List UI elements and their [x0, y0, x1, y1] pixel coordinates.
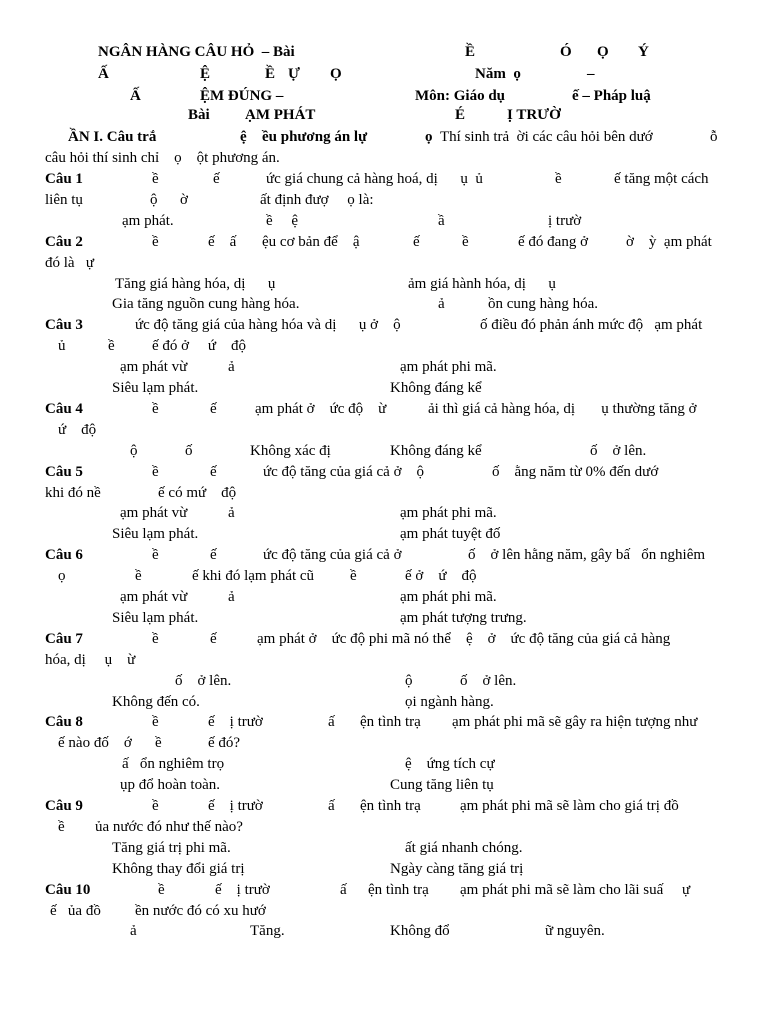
question-text: ề: [462, 234, 469, 250]
question-text: ố điều đó phản ánh mức độ ạm phát: [480, 317, 703, 333]
question-text: ấ: [340, 882, 347, 898]
question-text: ức độ tăng của giá cả ở ộ: [263, 464, 425, 480]
question-label: Câu 3: [45, 317, 83, 333]
part1-title-frag: ệ: [240, 129, 247, 145]
question-text: ện tình trạ: [360, 714, 421, 730]
question-text: ả: [228, 505, 235, 521]
question-text: Không xác đị: [250, 443, 331, 459]
question-text: ủ: [58, 338, 66, 354]
question-text: ức độ tăng giá của hàng hóa và dị ụ ở ộ: [135, 317, 401, 333]
question-text: ọi ngành hàng.: [405, 694, 494, 710]
question-text: ố: [185, 443, 193, 459]
question-text: ạm phát phi mã.: [400, 589, 497, 605]
question-text: ề: [152, 798, 159, 814]
question-text: ế ị trườ: [208, 714, 263, 730]
question-text: ả: [130, 923, 137, 939]
question-text: ạm phát vừ: [120, 589, 188, 605]
question-text: ả: [228, 589, 235, 605]
question-text: ố ở lên.: [590, 443, 647, 459]
lesson-subtitle: Ị TRƯỜ: [507, 107, 561, 123]
question-text: ố ở lên.: [460, 673, 517, 689]
question-text: ế đó?: [208, 735, 241, 751]
question-text: đó là ự: [45, 255, 94, 271]
question-text: Siêu lạm phát.: [112, 380, 199, 396]
header-frag: Ề: [265, 66, 276, 82]
question-text: ảm giá hành hóa, dị ụ: [408, 276, 556, 292]
question-text: ế ấ: [208, 234, 237, 250]
part1-instructions-line2: câu hỏi thí sinh chỉ ọ ột phương án.: [45, 150, 280, 166]
question-text: ề: [152, 401, 159, 417]
question-text: Ngày càng tăng giá trị: [390, 861, 524, 877]
header-frag: É: [455, 107, 466, 123]
question-text: ị trườ: [548, 213, 582, 229]
question-text: ạm phát tuyệt đố: [400, 526, 501, 542]
part1-instructions-frag: ỗ: [710, 129, 718, 145]
question-text: ế có mứ độ: [158, 485, 237, 501]
question-text: Cung tăng liên tụ: [390, 777, 494, 793]
question-text: Không đến có.: [112, 694, 200, 710]
header-frag: Ệ: [200, 66, 211, 82]
question-text: ện tình trạ: [368, 882, 429, 898]
question-text: ọ: [58, 568, 66, 584]
question-text: ộ: [405, 673, 413, 689]
question-text: ải thì giá cả hàng hóa, dị ụ thường tăng ở: [428, 401, 697, 417]
question-text: ế: [210, 547, 217, 563]
question-text: ệu cơ bản để ậ: [262, 234, 360, 250]
question-text: ạm phát tượng trưng.: [400, 610, 527, 626]
question-text: ế nào đố ớ: [58, 735, 132, 751]
question-text: ạm phát vừ: [120, 505, 188, 521]
question-text: Không đáng kể: [390, 380, 482, 396]
question-label: Câu 4: [45, 401, 83, 417]
question-text: ầ: [438, 213, 445, 229]
question-text: ạm phát ở ức độ ừ: [255, 401, 387, 417]
question-text: ạm phát phi mã sẽ gây ra hiện tượng như: [452, 714, 698, 730]
header-frag: Ấ: [130, 88, 141, 104]
subject-label: Môn: Giáo dụ: [415, 88, 506, 104]
question-text: ạm phát vừ: [120, 359, 188, 375]
part1-title: ẦN I. Câu trắ: [68, 129, 157, 145]
header-frag: Ề: [465, 44, 476, 60]
header-frag: Ự: [288, 66, 300, 82]
question-text: ề ệ: [266, 213, 299, 229]
question-text: ấ: [328, 798, 335, 814]
question-label: Câu 6: [45, 547, 83, 563]
question-text: ữ nguyên.: [545, 923, 605, 939]
question-text: ả: [228, 359, 235, 375]
question-text: ề: [555, 171, 562, 187]
question-label: Câu 5: [45, 464, 83, 480]
question-text: ế tăng một cách: [614, 171, 709, 187]
question-label: Câu 8: [45, 714, 83, 730]
question-text: ạm phát.: [122, 213, 174, 229]
question-text: Tăng giá trị phi mã.: [112, 840, 231, 856]
question-text: ế: [210, 401, 217, 417]
question-text: ề: [108, 338, 115, 354]
question-text: ề: [152, 234, 159, 250]
question-text: ụp đổ hoàn toàn.: [120, 777, 220, 793]
question-text: Không đổ: [390, 923, 450, 939]
question-text: ạm phát ở ức độ phi mã nó thể ệ ở ức độ tăng của giá cả hàng: [257, 631, 671, 647]
question-text: ệ ứng tích cự: [405, 756, 495, 772]
question-text: ộ: [130, 443, 138, 459]
question-text: ả: [438, 296, 445, 312]
question-text: ất giá nhanh chóng.: [405, 840, 523, 856]
question-text: ạm phát phi mã.: [400, 505, 497, 521]
question-text: Siêu lạm phát.: [112, 610, 199, 626]
question-text: ề: [152, 631, 159, 647]
question-label: Câu 7: [45, 631, 83, 647]
question-text: ủa nước đó như thế nào?: [95, 819, 243, 835]
question-text: ố ở lên hằng năm, gây bấ ổn nghiêm: [468, 547, 706, 563]
question-text: ề: [58, 819, 65, 835]
question-text: khi đó nề: [45, 485, 101, 501]
question-text: ế: [413, 234, 420, 250]
header-title: NGÂN HÀNG CÂU HỎ – Bài: [98, 44, 295, 60]
part1-title-frag: ều phương án lự: [262, 129, 368, 145]
question-text: ố ằng năm từ 0% đến dướ: [492, 464, 659, 480]
question-text: ề: [152, 547, 159, 563]
question-text: ế khi đó lạm phát cũ: [192, 568, 315, 584]
question-text: ế ủa đồ: [50, 903, 101, 919]
exam-type: ỆM ĐÚNG –: [200, 88, 284, 104]
header-frag: Ọ: [330, 66, 342, 82]
question-text: ạm phát phi mã sẽ làm cho giá trị đồ: [460, 798, 679, 814]
question-text: ồn cung hàng hóa.: [488, 296, 598, 312]
question-text: ề: [155, 735, 162, 751]
question-text: ề: [135, 568, 142, 584]
question-text: ố ở lên.: [175, 673, 232, 689]
question-text: Siêu lạm phát.: [112, 526, 199, 542]
header-frag: Ý: [638, 44, 649, 60]
question-label: Câu 9: [45, 798, 83, 814]
lesson-label: Bài: [188, 107, 210, 123]
question-text: liên tụ: [45, 192, 83, 208]
question-text: hóa, dị ụ ừ: [45, 652, 136, 668]
header-frag: Ấ: [98, 66, 109, 82]
question-text: ờ ỳ ạm phát: [626, 234, 712, 250]
question-text: ế ở ứ độ: [405, 568, 477, 584]
question-text: ề: [152, 714, 159, 730]
question-text: ức giá chung cả hàng hoá, dị ụ ủ: [266, 171, 483, 187]
question-label: Câu 10: [45, 882, 91, 898]
question-text: ề: [152, 464, 159, 480]
question-text: Tăng giá hàng hóa, dị ụ: [115, 276, 276, 292]
question-text: ấ ổn nghiêm trọ: [122, 756, 225, 772]
question-text: ế ị trườ: [208, 798, 263, 814]
question-text: Gia tăng nguồn cung hàng hóa.: [112, 296, 300, 312]
school-year: Năm ọ: [475, 66, 521, 82]
question-text: ề: [158, 882, 165, 898]
question-text: ế: [213, 171, 220, 187]
question-text: ất định đượ ọ là:: [260, 192, 374, 208]
question-text: ề: [152, 171, 159, 187]
question-text: ộ ờ: [150, 192, 188, 208]
subject-frag: ế – Pháp luậ: [572, 88, 651, 104]
question-text: ạm phát phi mã sẽ làm cho lãi suấ ự: [460, 882, 691, 898]
question-text: ứ độ: [58, 422, 97, 438]
question-text: Không thay đổi giá trị: [112, 861, 245, 877]
question-text: ế ị trườ: [215, 882, 270, 898]
question-label: Câu 1: [45, 171, 83, 187]
question-text: ế: [210, 631, 217, 647]
question-text: ạm phát phi mã.: [400, 359, 497, 375]
lesson-title: ẠM PHÁT: [245, 107, 316, 123]
question-text: ện tình trạ: [360, 798, 421, 814]
question-text: ề: [350, 568, 357, 584]
question-label: Câu 2: [45, 234, 83, 250]
question-text: ế: [210, 464, 217, 480]
header-frag: Ọ: [597, 44, 609, 60]
part1-title-frag: ọ: [425, 129, 433, 145]
question-text: ế đó ở ứ độ: [152, 338, 246, 354]
question-text: Không đáng kể: [390, 443, 482, 459]
header-frag: Ó: [560, 44, 572, 60]
question-text: Tăng.: [250, 923, 285, 939]
part1-instructions: Thí sinh trả ời các câu hỏi bên dướ: [440, 129, 653, 145]
question-text: ền nước đó có xu hướ: [135, 903, 266, 919]
question-text: ế đó đang ở: [518, 234, 588, 250]
question-text: ức độ tăng của giá cả ở: [263, 547, 402, 563]
question-text: ấ: [328, 714, 335, 730]
header-frag: –: [587, 66, 595, 82]
